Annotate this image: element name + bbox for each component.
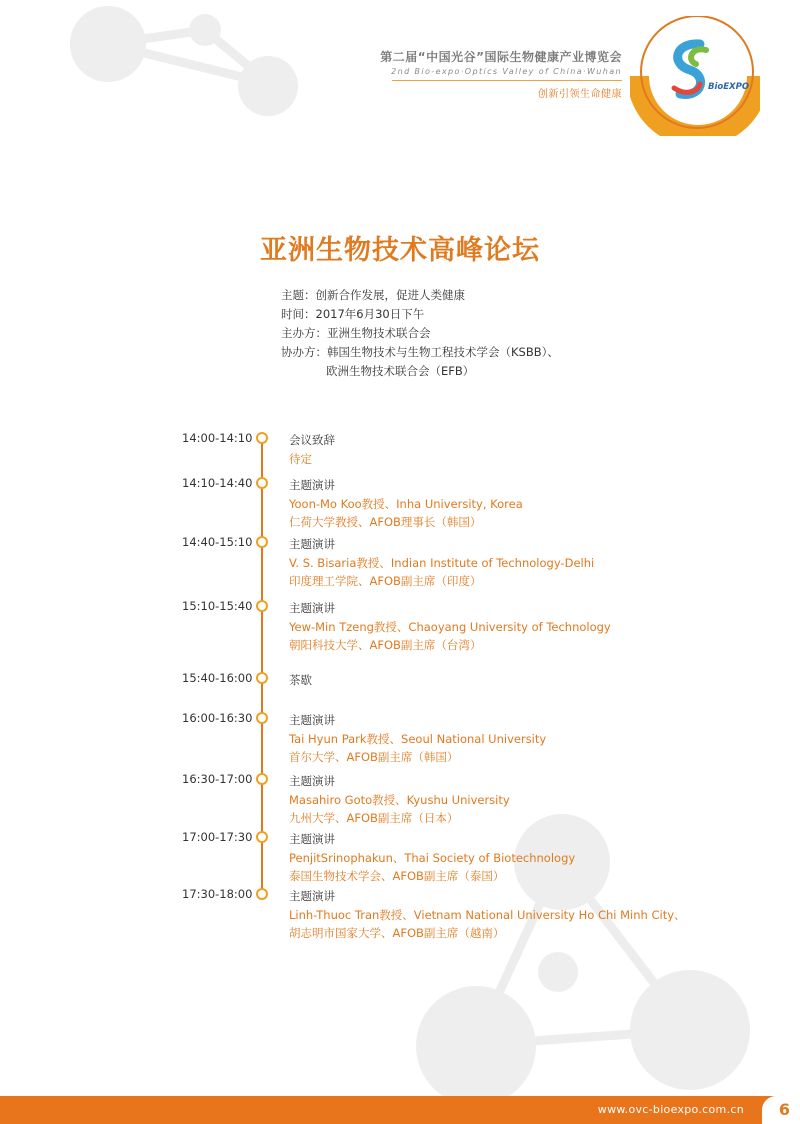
timeline-line — [261, 437, 263, 891]
session-affiliation: 首尔大学、AFOB副主席（韩国） — [289, 750, 459, 764]
schedule-content — [289, 431, 335, 468]
schedule-content — [289, 599, 611, 655]
session-speaker: V. S. Bisaria教授、Indian Institute of Technology-Delhi — [289, 555, 595, 570]
page-number-tab — [762, 1096, 800, 1124]
session-affiliation: 九州大学、AFOB副主席（日本） — [289, 811, 459, 825]
info-co-organizer: 协办方：韩国生物技术与生物工程技术学会（KSBB）、 — [281, 345, 559, 359]
schedule-time: 16:30-17:00 — [182, 772, 253, 786]
footer-website-link[interactable]: www.ovc-bioexpo.com.cn — [597, 1103, 744, 1116]
info-organizer: 主办方：亚洲生物技术联合会 — [281, 326, 431, 340]
info-time: 时间：2017年6月30日下午 — [281, 307, 425, 321]
schedule-content — [289, 887, 686, 943]
info-theme: 主题：创新合作发展，促进人类健康 — [281, 288, 465, 302]
schedule-content — [289, 476, 523, 532]
session-speaker: Yew-Min Tzeng教授、Chaoyang University of Technology — [289, 619, 611, 634]
schedule-content — [289, 711, 546, 767]
session-affiliation: 泰国生物技术学会、AFOB副主席（泰国） — [289, 869, 505, 883]
schedule-time: 14:40-15:10 — [182, 535, 253, 549]
footer — [0, 1096, 800, 1124]
session-title: 主题演讲 — [289, 832, 335, 846]
timeline-dot-icon — [256, 831, 268, 843]
session-title: 主题演讲 — [289, 774, 335, 788]
schedule-time: 17:00-17:30 — [182, 830, 253, 844]
header-subtitle: 2nd Bio-expo·Optics Valley of China·Wuhan — [391, 67, 622, 76]
page-number: 6 — [778, 1100, 790, 1119]
session-title: 茶歇 — [289, 673, 312, 687]
schedule-time: 17:30-18:00 — [182, 887, 253, 901]
session-affiliation: 印度理工学院、AFOB副主席（印度） — [289, 574, 482, 588]
schedule-time: 15:10-15:40 — [182, 599, 253, 613]
schedule-time: 14:10-14:40 — [182, 476, 253, 490]
session-title: 会议致辞 — [289, 433, 335, 447]
schedule-content — [289, 772, 510, 828]
schedule-content — [289, 671, 312, 690]
schedule-content — [289, 535, 594, 591]
timeline-dot-icon — [256, 672, 268, 684]
info-co-organizer-cont: 欧洲生物技术联合会（EFB） — [326, 364, 475, 378]
timeline-dot-icon — [256, 536, 268, 548]
logo-text: BioEXPO — [708, 82, 750, 92]
schedule-time: 15:40-16:00 — [182, 671, 253, 685]
timeline-dot-icon — [256, 712, 268, 724]
page-title: 亚洲生物技术高峰论坛 — [260, 235, 540, 266]
timeline-dot-icon — [256, 432, 268, 444]
session-speaker: 待定 — [289, 451, 312, 466]
session-title: 主题演讲 — [289, 601, 335, 615]
session-title: 主题演讲 — [289, 713, 335, 727]
header-title: 第二届“中国光谷”国际生物健康产业博览会 — [380, 50, 622, 64]
schedule-time: 16:00-16:30 — [182, 711, 253, 725]
session-speaker: Tai Hyun Park教授、Seoul National University — [289, 731, 547, 746]
timeline-dot-icon — [256, 773, 268, 785]
session-affiliation: 朝阳科技大学、AFOB副主席（台湾） — [289, 638, 482, 652]
header-slogan: 创新引领生命健康 — [538, 89, 622, 100]
session-title: 主题演讲 — [289, 478, 335, 492]
session-speaker: Masahiro Goto教授、Kyushu University — [289, 792, 510, 807]
timeline-dot-icon — [256, 477, 268, 489]
schedule-time: 14:00-14:10 — [182, 431, 253, 445]
session-affiliation: 胡志明市国家大学、AFOB副主席（越南） — [289, 926, 505, 940]
session-speaker: Yoon-Mo Koo教授、Inha University, Korea — [289, 496, 523, 511]
session-speaker: PenjitSrinophakun、Thai Society of Biotechnology — [289, 850, 576, 865]
schedule-content — [289, 830, 575, 886]
session-affiliation: 仁荷大学教授、AFOB理事长（韩国） — [289, 515, 482, 529]
timeline-dot-icon — [256, 600, 268, 612]
session-title: 主题演讲 — [289, 537, 335, 551]
session-title: 主题演讲 — [289, 889, 335, 903]
timeline-dot-icon — [256, 888, 268, 900]
session-speaker: Linh-Thuoc Tran教授、Vietnam National University Ho Chi Minh City、 — [289, 907, 686, 922]
